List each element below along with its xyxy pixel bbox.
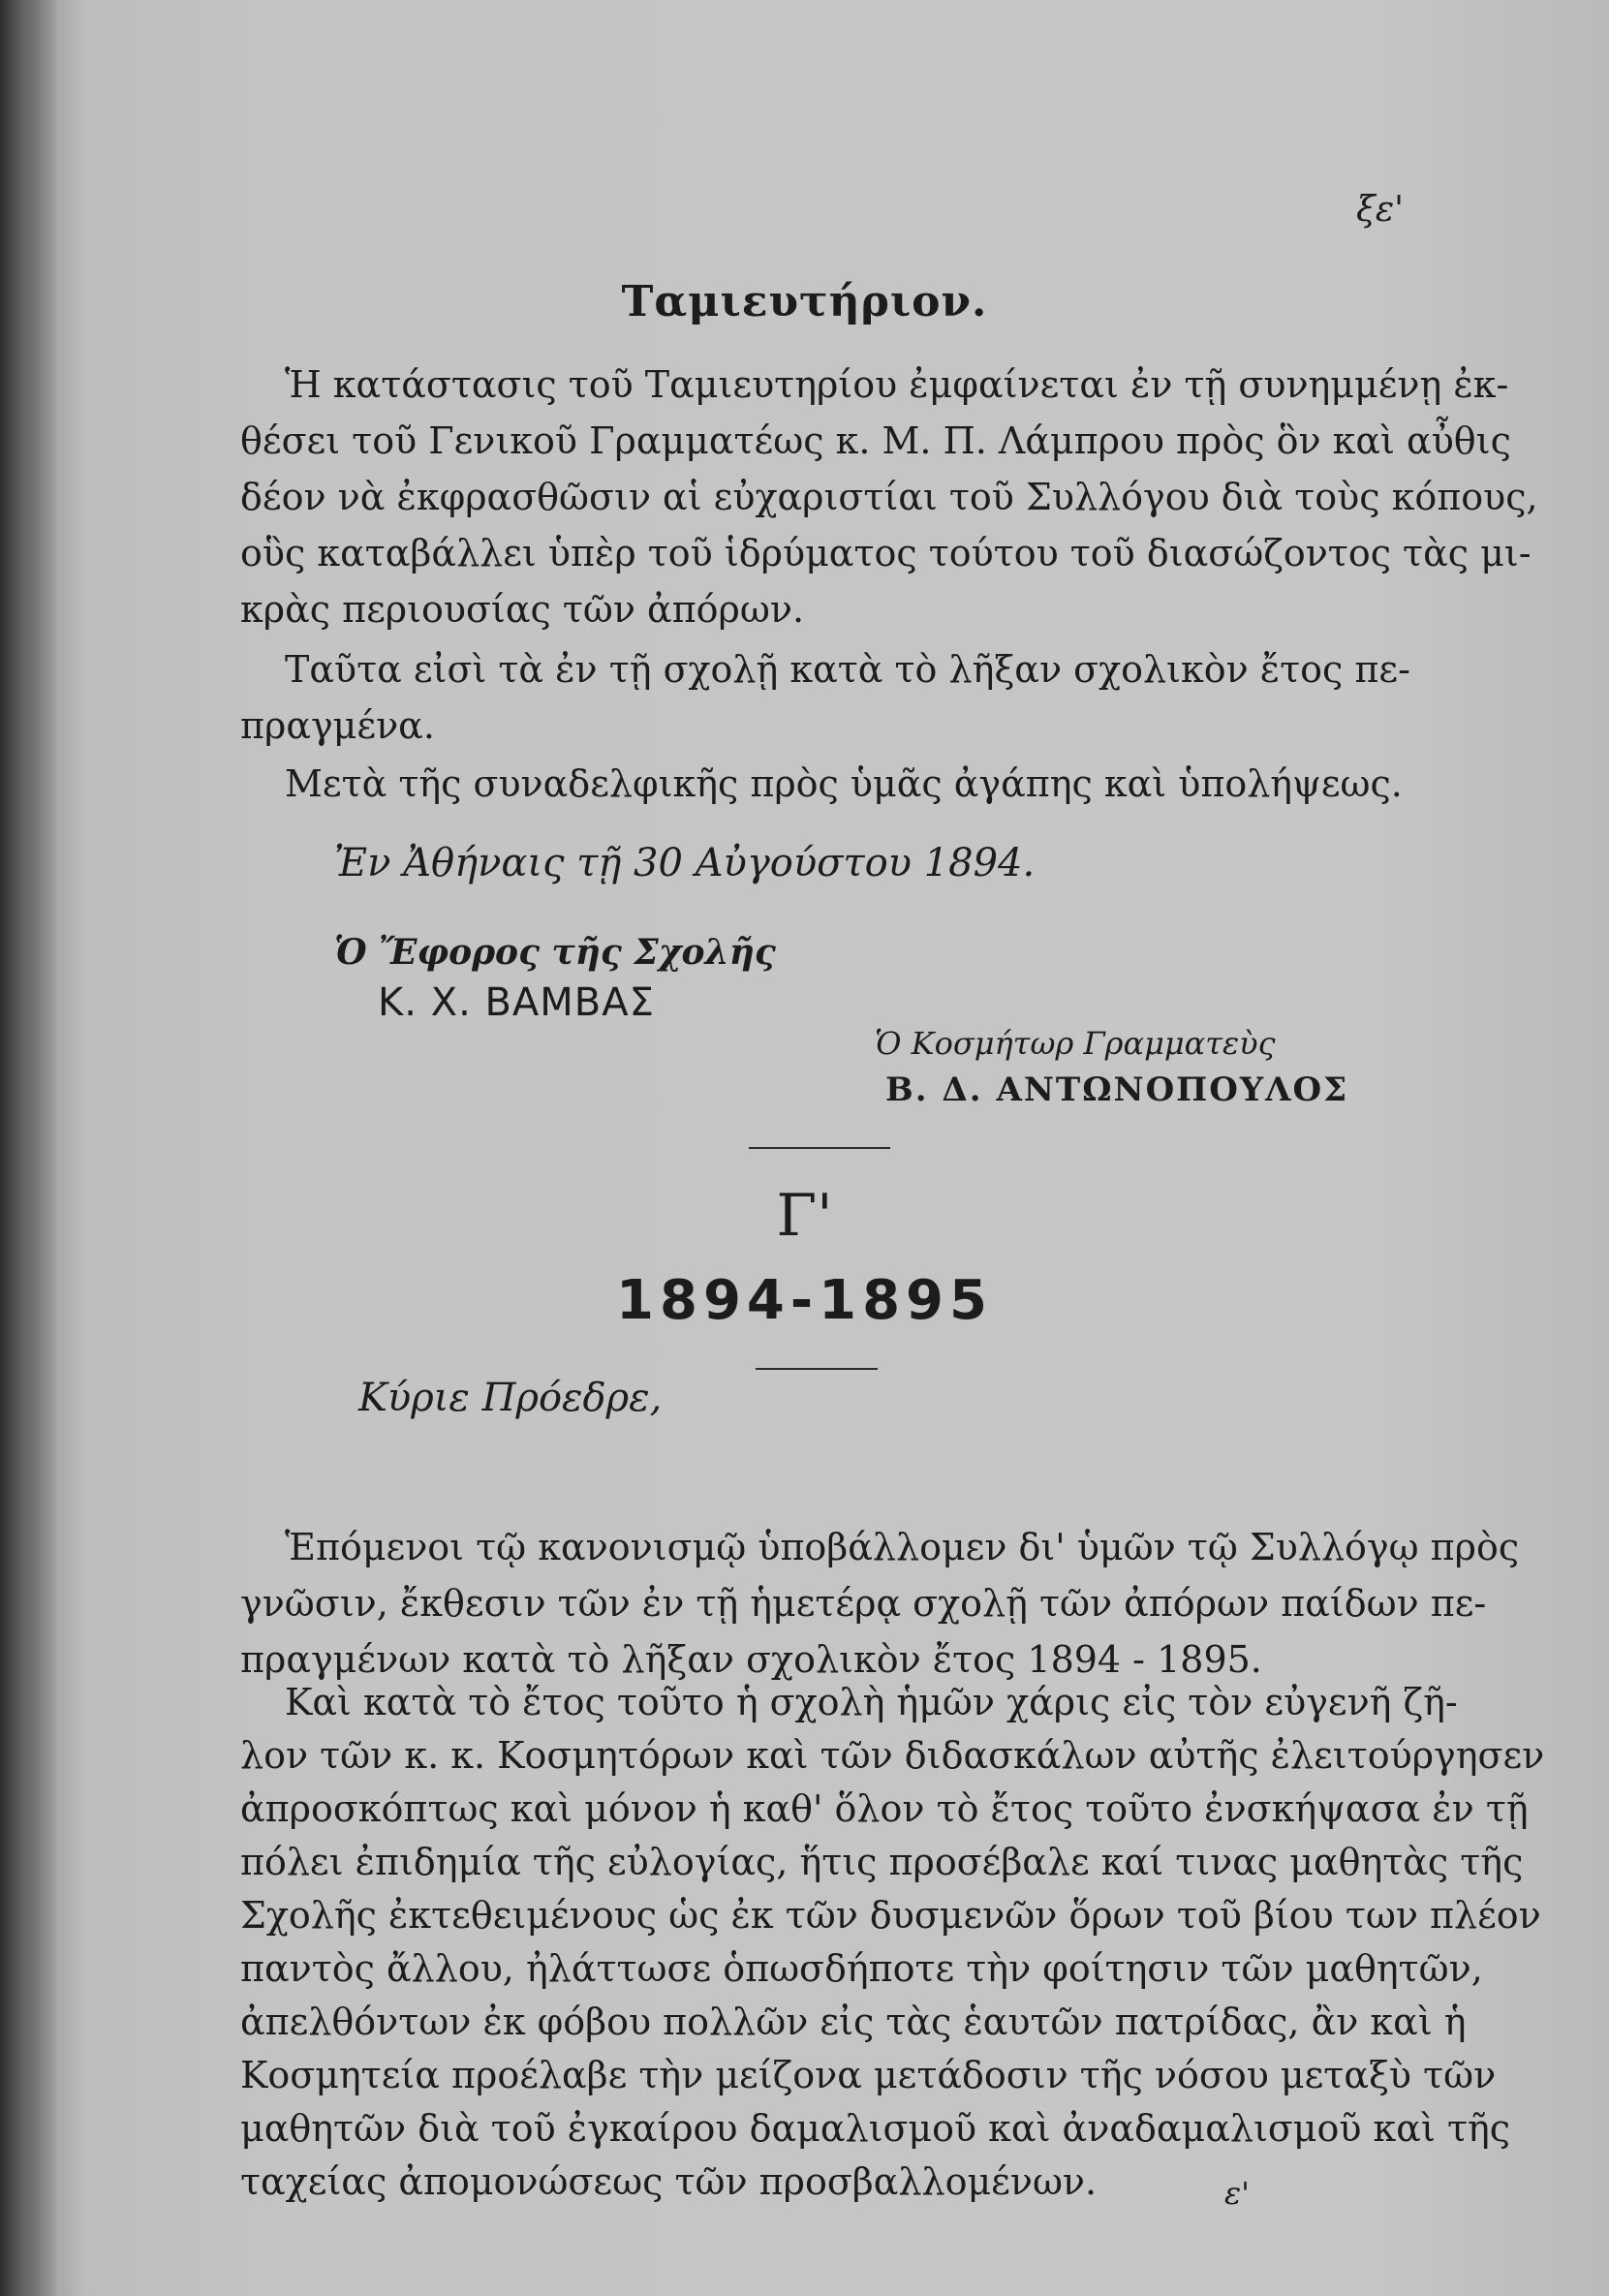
text-line: Καὶ κατὰ τὸ ἔτος τοῦτο ἡ σχολὴ ἡμῶν χάρις εἰς τὸν εὐγενῆ ζῆ- <box>285 1681 1458 1723</box>
text-line: ταχείας ἀπομονώσεως τῶν προσβαλλομένων. <box>240 2160 1098 2203</box>
page-number-top: ξε' <box>1356 190 1405 230</box>
binding-shadow <box>0 0 58 2296</box>
text-line: θέσει τοῦ Γενικοῦ Γραμματέως κ. Μ. Π. Λάμπρου πρὸς ὃν καὶ αὖθις <box>240 419 1511 462</box>
text-line: δέον νὰ ἐκφρασθῶσιν αἱ εὐχαριστίαι τοῦ Συλλόγου διὰ τοὺς κόπους, <box>240 476 1538 518</box>
section-number: Γ' <box>776 1182 833 1250</box>
signature-dean-role: Ὁ Κοσμήτωρ Γραμματεὺς <box>875 1025 1276 1062</box>
salutation: Κύριε Πρόεδρε, <box>358 1376 663 1420</box>
text-line: ἀπροσκόπτως καὶ μόνον ἡ καθ' ὅλον τὸ ἔτος τοῦτο ἐνσκήψασα ἐν τῇ <box>240 1787 1529 1830</box>
text-line: Μετὰ τῆς συναδελφικῆς πρὸς ὑμᾶς ἀγάπης καὶ ὑπολήψεως. <box>285 762 1403 805</box>
text-line: οὓς καταβάλλει ὑπὲρ τοῦ ἱδρύματος τούτου τοῦ διασώζοντος τὰς μι- <box>240 532 1532 574</box>
text-line: Σχολῆς ἐκτεθειμένους ὡς ἐκ τῶν δυσμενῶν ὅρων τοῦ βίου των πλέον <box>240 1894 1541 1937</box>
signature-dean-name: Β. Δ. ΑΝΤΩΝΟΠΟΥΛΟΣ <box>885 1070 1349 1109</box>
text-line: Κοσμητεία προέλαβε τὴν μείζονα μετάδοσιν τῆς νόσου μεταξὺ τῶν <box>240 2054 1497 2096</box>
text-line: Ταῦτα εἰσὶ τὰ ἐν τῇ σχολῇ κατὰ τὸ λῆξαν σχολικὸν ἔτος πε- <box>285 648 1410 691</box>
text-line: Ἡ κατάστασις τοῦ Ταμιευτηρίου ἐμφαίνεται ἐν τῇ συνημμένῃ ἐκ- <box>285 363 1509 406</box>
text-line: πραγμένων κατὰ τὸ λῆξαν σχολικὸν ἔτος 1894 - 1895. <box>240 1638 1262 1681</box>
paragraph-summary <box>240 641 1410 754</box>
paragraph-savings <box>240 357 1538 637</box>
paragraph-report-intro <box>240 1519 1520 1688</box>
text-line: κρὰς περιουσίας τῶν ἀπόρων. <box>240 588 805 631</box>
signature-ephor-role: Ὁ Ἔφορος τῆς Σχολῆς <box>334 932 776 973</box>
text-line: μαθητῶν διὰ τοῦ ἐγκαίρου δαμαλισμοῦ καὶ ἀναδαμαλισμοῦ καὶ τῆς <box>240 2107 1511 2150</box>
paragraph-closing <box>240 756 1403 812</box>
section-title: Ταμιευτήριον. <box>621 277 988 326</box>
text-line: Ἑπόμενοι τῷ κανονισμῷ ὑποβάλλομεν δι' ὑμῶν τῷ Συλλόγῳ πρὸς <box>285 1526 1520 1568</box>
text-line: παντὸς ἄλλου, ἠλάττωσε ὁπωσδήποτε τὴν φοίτησιν τῶν μαθητῶν, <box>240 1947 1483 1990</box>
paragraph-epidemic <box>240 1676 1545 2209</box>
place-date: Ἐν Ἀθήναις τῇ 30 Αὐγούστου 1894. <box>334 841 1036 885</box>
signature-ephor-name: Κ. Χ. ΒΑΜΒΑΣ <box>378 980 655 1025</box>
divider-rule <box>756 1368 878 1370</box>
text-line: γνῶσιν, ἔκθεσιν τῶν ἐν τῇ ἡμετέρᾳ σχολῇ τῶν ἀπόρων παίδων πε- <box>240 1582 1487 1625</box>
section-years: 1894-1895 <box>616 1269 993 1332</box>
text-line: ἀπελθόντων ἐκ φόβου πολλῶν εἰς τὰς ἑαυτῶν πατρίδας, ἂν καὶ ἡ <box>240 2001 1467 2043</box>
text-line: πραγμένα. <box>240 704 435 747</box>
page-number-bottom: ε' <box>1224 2175 1250 2212</box>
text-line: πόλει ἐπιδημία τῆς εὐλογίας, ἥτις προσέβαλε καί τινας μαθητὰς τῆς <box>240 1841 1524 1883</box>
divider-rule <box>749 1147 890 1149</box>
text-line: λον τῶν κ. κ. Κοσμητόρων καὶ τῶν διδασκάλων αὐτῆς ἐλειτούργησεν <box>240 1734 1545 1777</box>
